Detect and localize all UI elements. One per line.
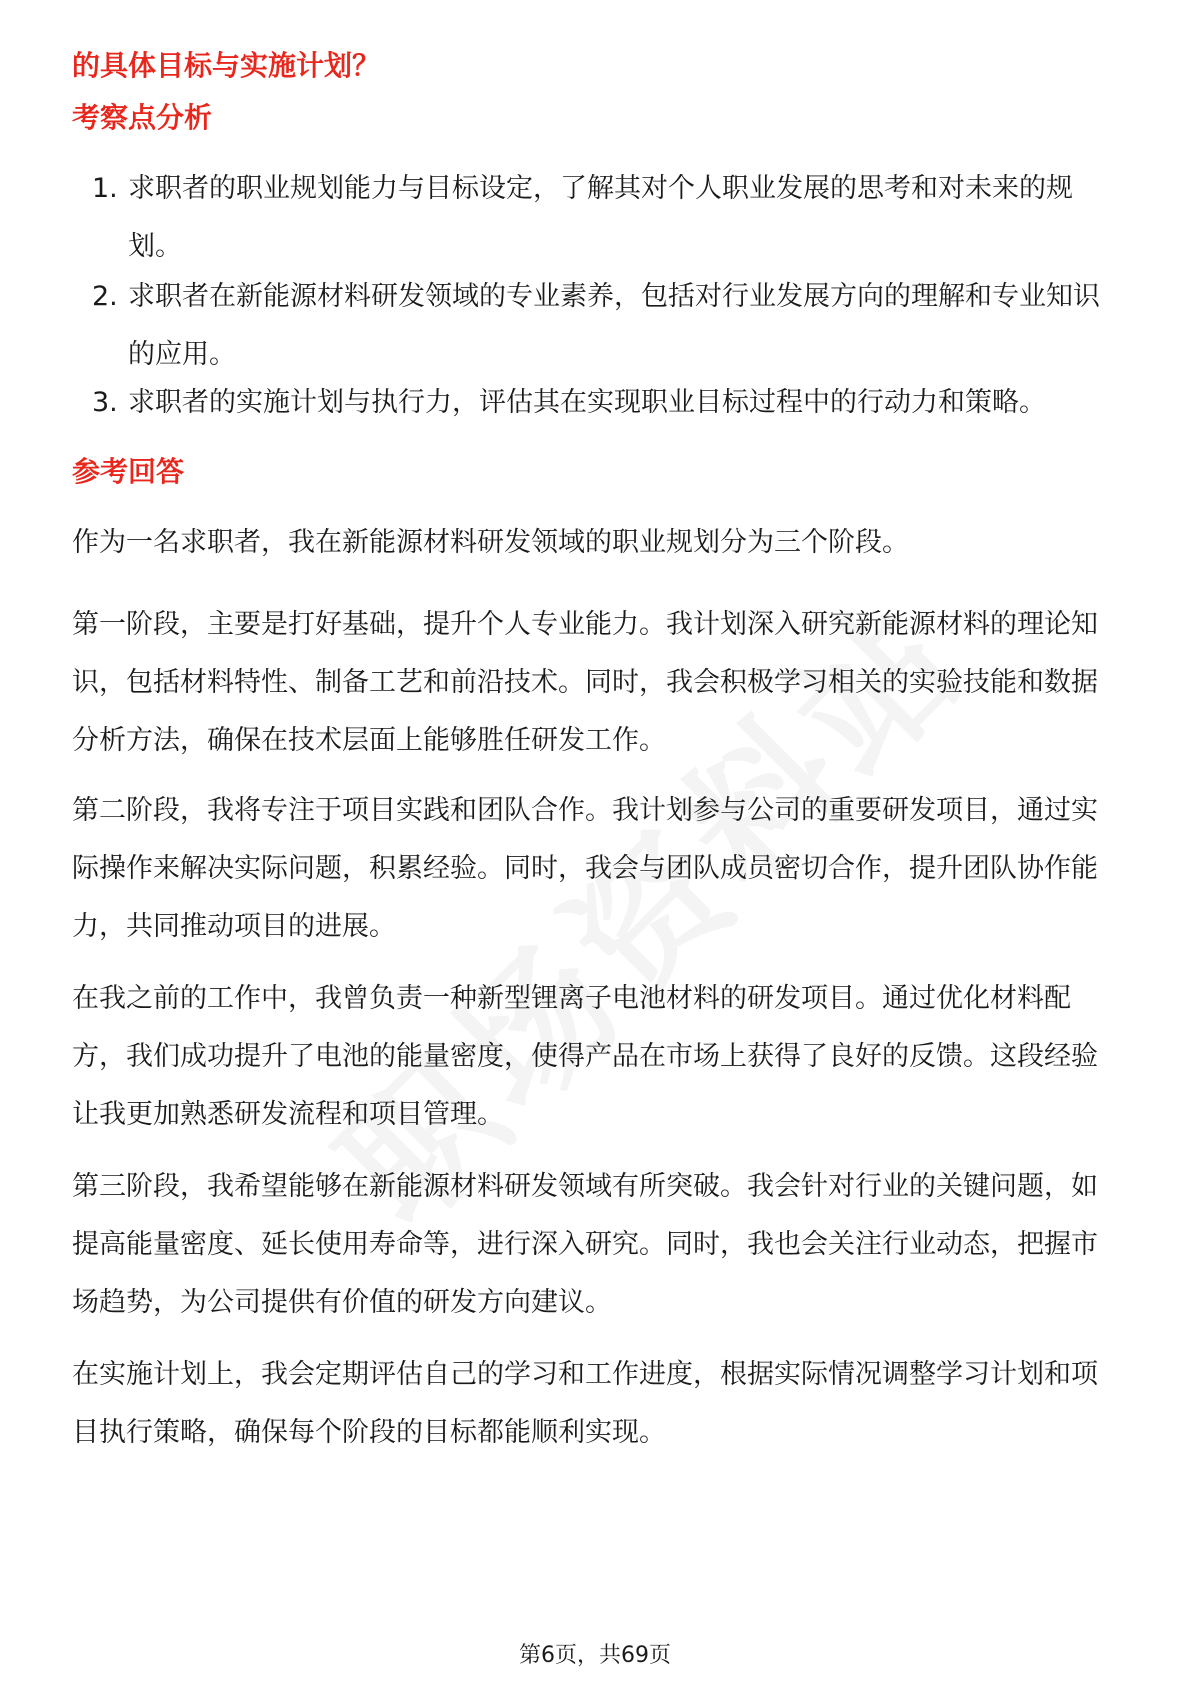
list-number: 2. <box>92 281 118 312</box>
analysis-list-item <box>92 160 1122 276</box>
analysis-heading: 考察点分析 <box>72 101 213 134</box>
question-tail-heading: 的具体目标与实施计划？ <box>72 49 381 82</box>
analysis-list-item <box>92 374 1122 432</box>
answer-heading: 参考回答 <box>72 455 185 488</box>
answer-paragraph: 在实施计划上，我会定期评估自己的学习和工作进度，根据实际情况调整学习计划和项目执行策略，确保每个阶段的目标都能顺利实现。 <box>72 1359 1098 1448</box>
analysis-list-item <box>92 268 1122 384</box>
answer-paragraph: 第三阶段，我希望能够在新能源材料研发领域有所突破。我会针对行业的关键问题，如提高能量密度、延长使用寿命等，进行深入研究。同时，我也会关注行业动态，把握市场趋势，为公司提供有价值的研发方向建议。 <box>72 1171 1098 1318</box>
list-text: 求职者在新能源材料研发领域的专业素养，包括对行业发展方向的理解和专业知识的应用。 <box>128 281 1100 370</box>
answer-paragraph: 第二阶段，我将专注于项目实践和团队合作。我计划参与公司的重要研发项目，通过实际操作来解决实际问题，积累经验。同时，我会与团队成员密切合作，提升团队协作能力，共同推动项目的进展。 <box>72 795 1098 942</box>
page-footer: 第6页，共69页 <box>519 1643 671 1668</box>
list-text: 求职者的职业规划能力与目标设定，了解其对个人职业发展的思考和对未来的规划。 <box>128 173 1073 262</box>
list-number: 1. <box>92 173 118 204</box>
list-text: 求职者的实施计划与执行力，评估其在实现职业目标过程中的行动力和策略。 <box>128 387 1046 418</box>
answer-paragraph: 作为一名求职者，我在新能源材料研发领域的职业规划分为三个阶段。 <box>72 527 909 558</box>
answer-paragraph: 第一阶段，主要是打好基础，提升个人专业能力。我计划深入研究新能源材料的理论知识，包括材料特性、制备工艺和前沿技术。同时，我会积极学习相关的实验技能和数据分析方法，确保在技术层面上能够胜任研发工作。 <box>72 609 1098 756</box>
list-number: 3. <box>92 387 118 418</box>
answer-paragraph: 在我之前的工作中，我曾负责一种新型锂离子电池材料的研发项目。通过优化材料配方，我们成功提升了电池的能量密度，使得产品在市场上获得了良好的反馈。这段经验让我更加熟悉研发流程和项目管理。 <box>72 983 1098 1130</box>
